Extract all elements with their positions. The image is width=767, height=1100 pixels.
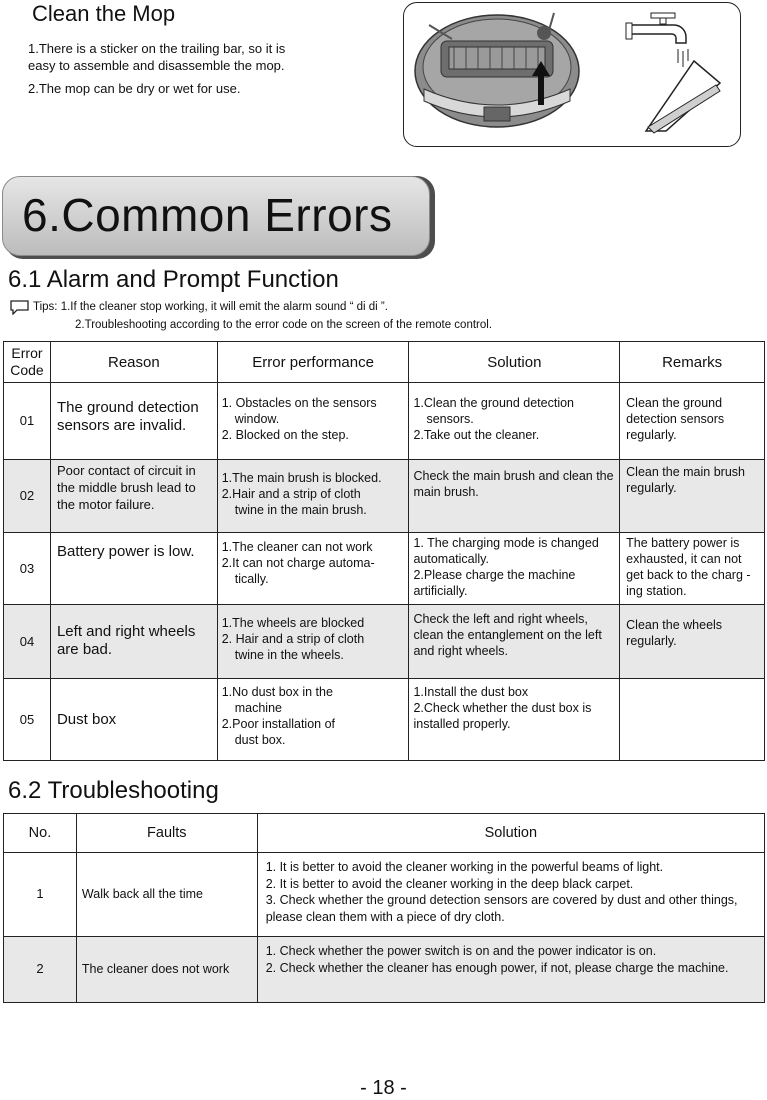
performance-cell: [217, 605, 409, 679]
cell-line: 2.Check whether the dust box is installed properly.: [413, 701, 592, 731]
error-code-cell: 02: [4, 460, 51, 533]
remarks-cell: Clean the ground detection sensors regularly.: [620, 383, 765, 460]
cell-line: 2. It is better to avoid the cleaner working in the deep black carpet.: [265, 876, 634, 891]
column-header-solution: Solution: [257, 814, 764, 853]
column-header-reason: Reason: [50, 342, 217, 383]
cell-line: 1.The wheels are blocked: [221, 616, 365, 630]
reason-cell: The ground detection sensors are invalid.: [50, 383, 217, 460]
reason-cell: Dust box: [50, 679, 217, 761]
cell-line: 1.Clean the ground detection: [413, 396, 575, 410]
cell-line: 2.Poor installation of: [221, 717, 335, 731]
cell-line: 2.It can not charge automa-: [221, 556, 375, 570]
mop-section-title: Clean the Mop: [32, 1, 176, 26]
cell-line: 2.Please charge the machine artificially.: [413, 568, 576, 598]
cell-line: 2.Take out the cleaner.: [413, 428, 540, 442]
cell-line: 2. Hair and a strip of cloth: [221, 632, 365, 646]
troubleshooting-table: [3, 813, 765, 1003]
error-code-table: [3, 341, 765, 761]
solution-cell: [409, 383, 620, 460]
cell-line: 1.The main brush is blocked.: [221, 471, 382, 485]
cell-line: twine in the main brush.: [234, 503, 367, 517]
fault-cell: The cleaner does not work: [76, 937, 257, 1003]
cell-line: window.: [234, 412, 280, 426]
troubleshooting-subsection-title: 6.2 Troubleshooting: [8, 777, 219, 804]
tips-line: 2.Troubleshooting according to the error code on the screen of the remote control.: [75, 319, 493, 331]
section-title: 6.Common Errors: [22, 189, 393, 241]
remarks-cell: Clean the wheels regularly.: [620, 605, 765, 679]
table-row: [4, 679, 765, 761]
cell-line: 1. The charging mode is changed automatically.: [413, 536, 599, 566]
error-code-cell: 05: [4, 679, 51, 761]
cell-line: dust box.: [234, 733, 286, 747]
column-header-faults: Faults: [76, 814, 257, 853]
performance-cell: [217, 460, 409, 533]
column-header-performance: Error performance: [217, 342, 409, 383]
table-row: [4, 460, 765, 533]
table-row: [4, 937, 765, 1003]
cell-line: 1.Install the dust box: [413, 685, 529, 699]
error-code-cell: 01: [4, 383, 51, 460]
cell-line: 1. Check whether the power switch is on and the power indicator is on.: [265, 944, 657, 958]
column-header-remarks: Remarks: [620, 342, 765, 383]
mop-text-line: 2.The mop can be dry or wet for use.: [28, 81, 241, 96]
solution-cell: [409, 460, 620, 533]
remarks-cell: [620, 679, 765, 761]
table-row: [4, 605, 765, 679]
mop-text-line: easy to assemble and disassemble the mop.: [28, 58, 285, 73]
cell-line: 1. Obstacles on the sensors: [221, 396, 377, 410]
performance-cell: [217, 383, 409, 460]
remarks-cell: Clean the main brush regularly.: [620, 460, 765, 533]
solution-cell: [409, 679, 620, 761]
solution-cell: [257, 853, 764, 937]
cell-line: tically.: [234, 572, 269, 586]
mop-text-line: 1.There is a sticker on the trailing bar, so it is: [28, 41, 286, 56]
cell-line: twine in the wheels.: [234, 648, 344, 662]
reason-cell: Battery power is low.: [50, 533, 217, 605]
mop-illustration: [403, 2, 741, 147]
speech-bubble-icon: [10, 300, 29, 315]
reason-cell: Poor contact of circuit in the middle brush lead to the motor failure.: [50, 460, 217, 533]
cell-line: machine: [234, 701, 282, 715]
column-header-no: No.: [4, 814, 77, 853]
column-header-error-code: [4, 342, 51, 383]
cell-line: 1. It is better to avoid the cleaner working in the powerful beams of light.: [265, 860, 664, 874]
table-row: [4, 853, 765, 937]
cell-line: 3. Check whether the ground detection sensors are covered by dust and other things, please clean them with a piece of dry cloth.: [265, 893, 738, 924]
table-header-row: [4, 814, 765, 853]
error-code-cell: 03: [4, 533, 51, 605]
performance-cell: [217, 533, 409, 605]
robot-and-mop-drawing: [404, 3, 740, 146]
cell-line: 2. Blocked on the step.: [221, 428, 349, 442]
cell-line: 1.The cleaner can not work: [221, 540, 373, 554]
table-row: [4, 383, 765, 460]
faucet-icon: [626, 13, 688, 67]
solution-cell: [409, 533, 620, 605]
cell-line: Check the main brush and clean the main brush.: [413, 469, 614, 499]
tips-line: Tips: 1.If the cleaner stop working, it will emit the alarm sound “ di di ”.: [33, 301, 388, 313]
error-code-cell: 04: [4, 605, 51, 679]
column-header-solution: Solution: [409, 342, 620, 383]
alarm-subsection-title: 6.1 Alarm and Prompt Function: [8, 266, 339, 293]
page-number: - 18 -: [360, 1077, 407, 1099]
cell-line: 2. Check whether the cleaner has enough power, if not, please charge the machine.: [265, 960, 729, 975]
cell-line: Check the left and right wheels, clean the entanglement on the left and right wheels.: [413, 612, 602, 658]
cell-line: 2.Hair and a strip of cloth: [221, 487, 361, 501]
performance-cell: [217, 679, 409, 761]
table-header-row: [4, 342, 765, 383]
table-row: [4, 533, 765, 605]
row-number-cell: 2: [4, 937, 77, 1003]
row-number-cell: 1: [4, 853, 77, 937]
remarks-cell: The battery power is exhausted, it can not get back to the charg -ing station.: [620, 533, 765, 605]
reason-cell: Left and right wheels are bad.: [50, 605, 217, 679]
cell-line: 1.No dust box in the: [221, 685, 333, 699]
header-text: Error: [11, 345, 43, 361]
header-text: Code: [10, 362, 44, 378]
solution-cell: [257, 937, 764, 1003]
solution-cell: [409, 605, 620, 679]
cell-line: sensors.: [426, 412, 474, 426]
fault-cell: Walk back all the time: [76, 853, 257, 937]
